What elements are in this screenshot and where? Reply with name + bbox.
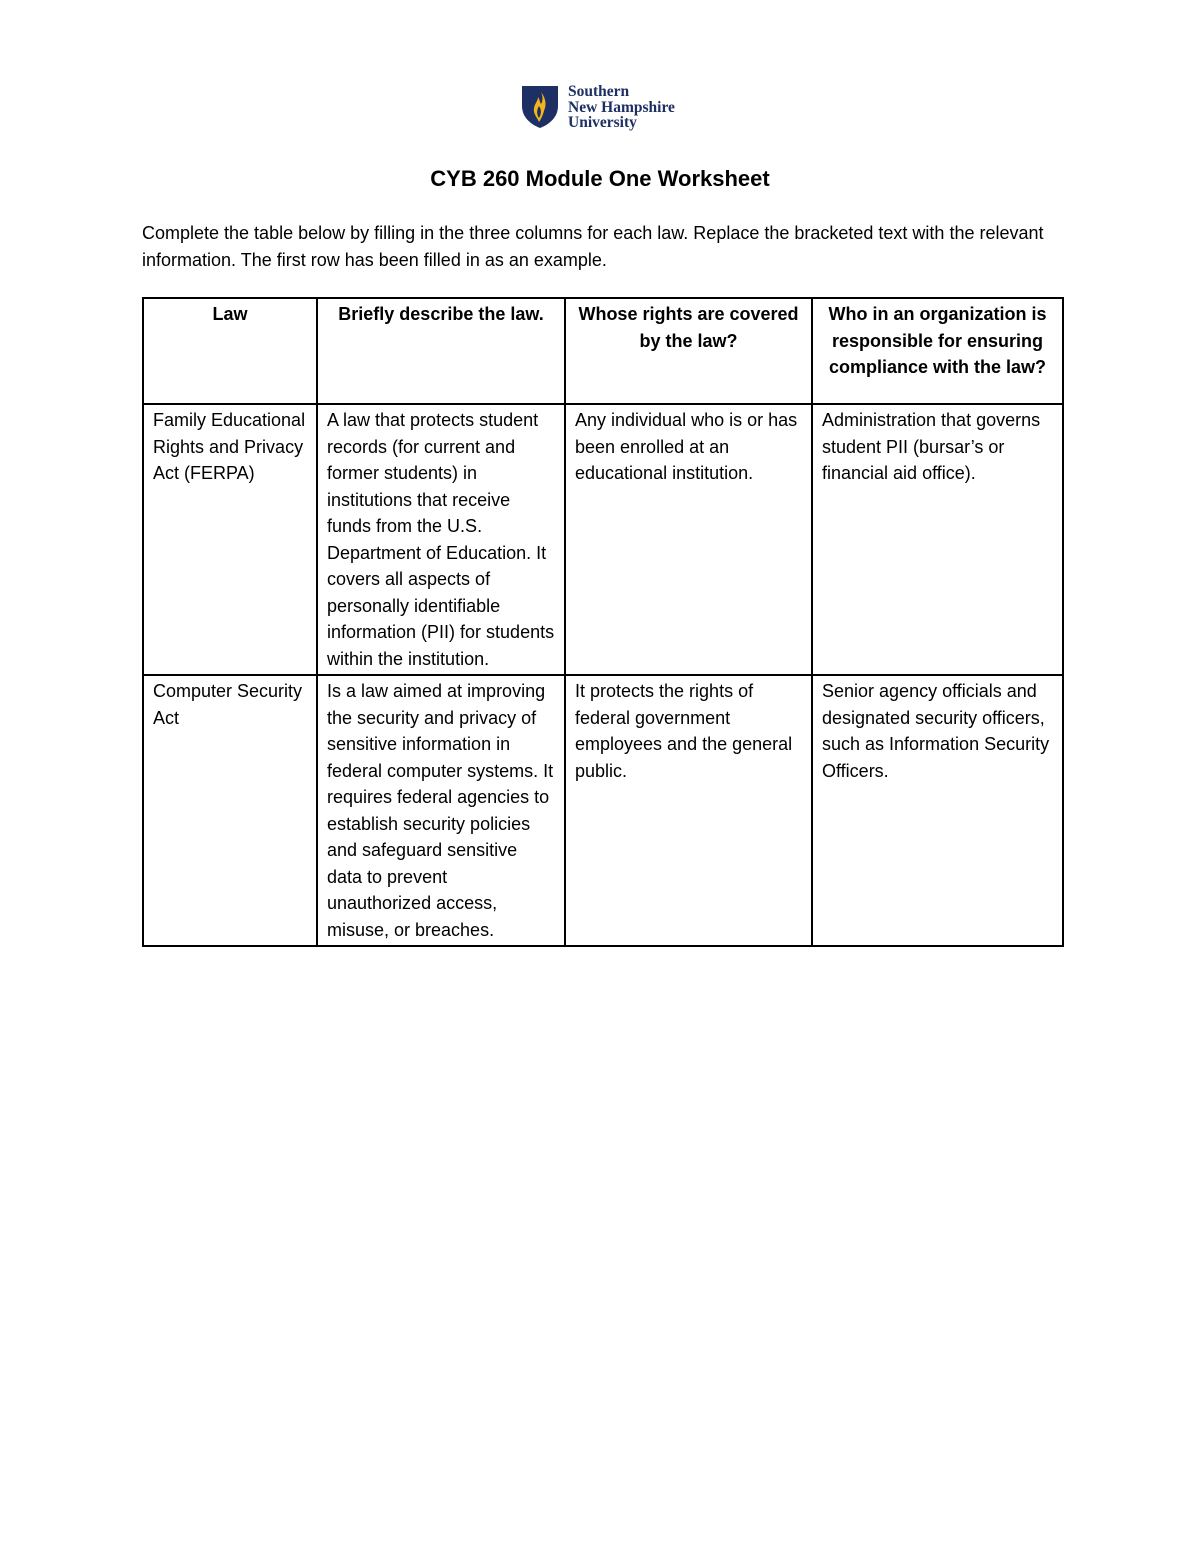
cell-rights: It protects the rights of federal government employees and the general public.: [565, 675, 812, 946]
cell-description: A law that protects student records (for current and former students) in institutions that receive funds from the U.S. Department of Education. It covers all aspects of personally identifiable information (PII) for students within the institution.: [317, 404, 565, 675]
worksheet-title: CYB 260 Module One Worksheet: [430, 166, 770, 191]
header-law: Law: [143, 298, 317, 404]
cell-description: Is a law aimed at improving the security and privacy of sensitive information in federal computer systems. It requires federal agencies to establish security policies and safeguard sensitive data to prevent unauthorized access, misuse, or breaches.: [317, 675, 565, 946]
cell-law: Family Educational Rights and Privacy Act (FERPA): [143, 404, 317, 675]
cell-rights: Any individual who is or has been enrolled at an educational institution.: [565, 404, 812, 675]
header-rights: Whose rights are covered by the law?: [565, 298, 812, 404]
logo-line-1: Southern: [568, 83, 630, 100]
shield-flame-icon: [520, 84, 560, 130]
table-row: [143, 404, 1063, 675]
table-row: [143, 675, 1063, 946]
header-description: Briefly describe the law.: [317, 298, 565, 404]
university-logo: [520, 84, 675, 131]
logo-line-3: University: [568, 114, 637, 131]
cell-law: Computer Security Act: [143, 675, 317, 946]
table-header-row: [143, 298, 1063, 404]
cell-responsible: Administration that governs student PII (bursar’s or financial aid office).: [812, 404, 1063, 675]
cell-responsible: Senior agency officials and designated security officers, such as Information Security Officers.: [812, 675, 1063, 946]
logo-wordmark: [568, 84, 675, 131]
laws-table: [142, 297, 1064, 947]
header-responsible: Who in an organization is responsible for ensuring compliance with the law?: [812, 298, 1063, 404]
instructions-paragraph: Complete the table below by filling in the three columns for each law. Replace the bracketed text with the relevant information. The first row has been filled in as an example.: [142, 223, 1044, 270]
logo-line-2: New Hampshire: [568, 98, 675, 116]
